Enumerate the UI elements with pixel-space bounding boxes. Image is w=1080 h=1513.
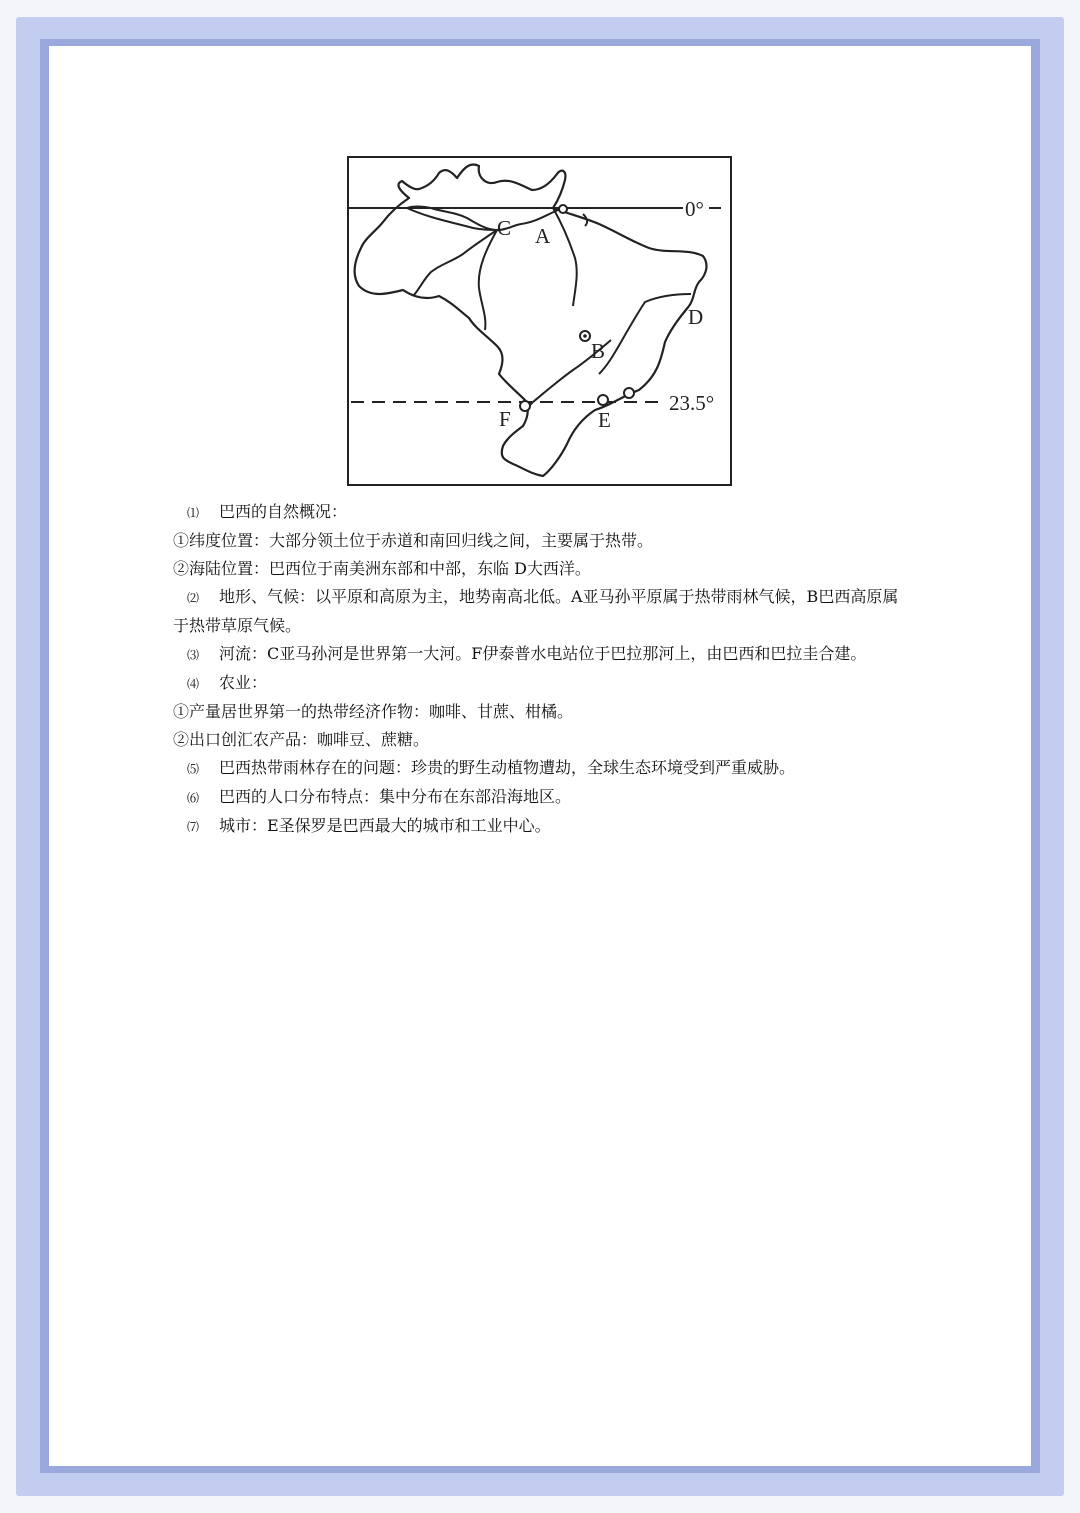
section-6-population: ⑹ 巴西的人口分布特点：集中分布在东部沿海地区。: [173, 783, 903, 812]
brazil-outline: [355, 165, 707, 477]
label-c: C: [497, 216, 512, 240]
section-number: ⑶: [186, 648, 199, 662]
label-e: E: [598, 408, 611, 432]
section-number: ⑵: [186, 591, 199, 605]
section-number: ⑴: [186, 506, 199, 520]
notes-section: [173, 498, 903, 841]
label-f: F: [499, 407, 511, 431]
marker-a: [559, 205, 567, 213]
section-number: ⑺: [186, 820, 199, 834]
tropic-label: 23.5°: [669, 391, 715, 415]
label-b: B: [591, 339, 606, 363]
marker-b-dot: [583, 334, 587, 338]
section-5-rainforest: ⑸ 巴西热带雨林存在的问题：珍贵的野生动植物遭劫，全球生态环境受到严重威胁。: [173, 754, 903, 783]
sao-francisco-river: [599, 294, 691, 374]
marker-e: [598, 395, 608, 405]
section-2-terrain-climate: ⑵ 地形、气候：以平原和高原为主，地势南高北低。A亚马孙平原属于热带雨林气候，B巴西高原属于热带草原气候。: [173, 583, 903, 640]
section-1-heading: ⑴ 巴西的自然概况：: [173, 498, 903, 527]
label-a: A: [535, 224, 551, 248]
section-3-rivers: ⑶ 河流：C亚马孙河是世界第一大河。F伊泰普水电站位于巴拉那河上，由巴西和巴拉圭合建。: [173, 640, 903, 669]
river-mouth-inlet: [583, 214, 587, 226]
amazon-tributary-south: [553, 208, 577, 306]
section-1-latitude: ①纬度位置：大部分领土位于赤道和南回归线之间，主要属于热带。: [173, 531, 654, 550]
brazil-map: [347, 156, 733, 486]
section-4-crops: ①产量居世界第一的热带经济作物：咖啡、甘蔗、柑橘。: [173, 702, 574, 721]
amazon-tributary-west: [413, 230, 497, 296]
section-4-heading: ⑷ 农业：: [173, 669, 903, 698]
section-number: ⑷: [186, 677, 199, 691]
marker-e2: [624, 388, 634, 398]
document-page: [49, 46, 1031, 1466]
section-number: ⑸: [186, 762, 199, 776]
label-d: D: [688, 305, 704, 329]
map-frame: [348, 157, 731, 485]
marker-f: [520, 401, 530, 411]
section-4-exports: ②出口创汇农产品：咖啡豆、蔗糖。: [173, 730, 430, 749]
amazon-tributary-sw: [479, 230, 497, 330]
section-number: ⑹: [186, 791, 199, 805]
section-1-location: ②海陆位置：巴西位于南美洲东部和中部，东临 D大西洋。: [173, 559, 591, 578]
section-7-cities: ⑺ 城市：E圣保罗是巴西最大的城市和工业中心。: [173, 812, 903, 841]
equator-label: 0°: [685, 197, 704, 221]
